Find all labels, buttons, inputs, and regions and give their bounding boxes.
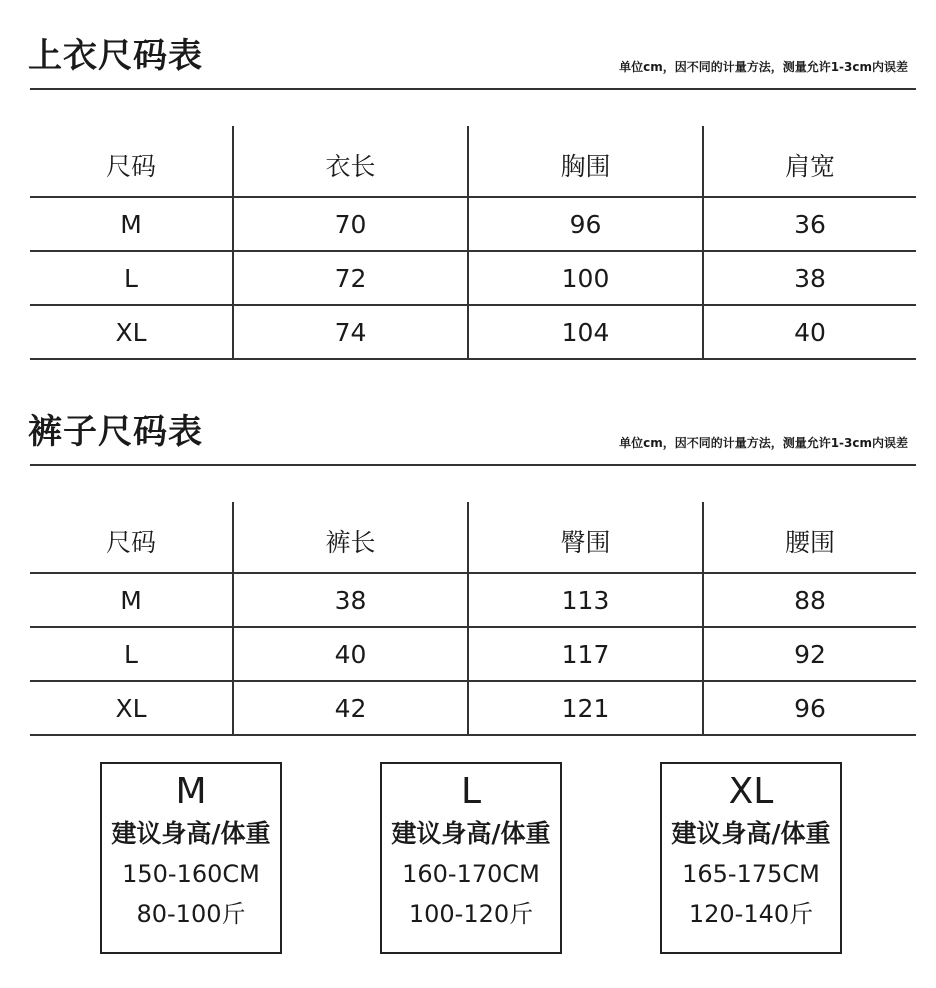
table-header-row — [30, 502, 916, 573]
rec-weight: 100-120斤 — [408, 900, 534, 928]
table-cell: 96 — [703, 681, 916, 735]
rec-height: 160-170CM — [402, 860, 540, 888]
top-chart-note: 单位cm，因不同的计量方法，测量允许1-3cm内误差 — [619, 60, 908, 74]
top-chart-title: 上衣尺码表 — [28, 36, 203, 76]
header-cell: 尺码 — [30, 126, 233, 197]
header-cell: 腰围 — [703, 502, 916, 573]
pants-chart-note: 单位cm，因不同的计量方法，测量允许1-3cm内误差 — [619, 436, 908, 450]
table-cell: L — [30, 627, 233, 681]
table-cell: 113 — [468, 573, 703, 627]
header-cell: 臀围 — [468, 502, 703, 573]
rec-label: 建议身高/体重 — [391, 819, 551, 848]
header-cell: 尺码 — [30, 502, 233, 573]
table-cell: 42 — [233, 681, 468, 735]
table-cell: 40 — [233, 627, 468, 681]
table-row — [30, 681, 916, 735]
table-cell: XL — [30, 305, 233, 359]
table-header-row — [30, 126, 916, 197]
table-row — [30, 197, 916, 251]
table-cell: 121 — [468, 681, 703, 735]
pants-chart-title: 裤子尺码表 — [28, 412, 203, 452]
rec-height: 150-160CM — [122, 860, 260, 888]
header-cell: 肩宽 — [703, 126, 916, 197]
table-cell: 40 — [703, 305, 916, 359]
table-cell: 104 — [468, 305, 703, 359]
table-cell: 38 — [233, 573, 468, 627]
header-cell: 裤长 — [233, 502, 468, 573]
table-cell: M — [30, 197, 233, 251]
table-row — [30, 305, 916, 359]
top-chart-divider — [30, 88, 916, 90]
rec-height: 165-175CM — [682, 860, 820, 888]
table-cell: 38 — [703, 251, 916, 305]
rec-size: XL — [728, 771, 774, 812]
table-cell: 70 — [233, 197, 468, 251]
table-row — [30, 627, 916, 681]
rec-weight: 80-100斤 — [136, 900, 246, 928]
table-cell: L — [30, 251, 233, 305]
table-cell: 117 — [468, 627, 703, 681]
table-cell: XL — [30, 681, 233, 735]
header-cell: 胸围 — [468, 126, 703, 197]
table-cell: 88 — [703, 573, 916, 627]
header-cell: 衣长 — [233, 126, 468, 197]
recommendation-box-m — [100, 762, 282, 954]
table-row — [30, 251, 916, 305]
table-cell: 92 — [703, 627, 916, 681]
pants-size-table — [30, 502, 916, 736]
table-row — [30, 573, 916, 627]
table-cell: 96 — [468, 197, 703, 251]
pants-chart-divider — [30, 464, 916, 466]
rec-weight: 120-140斤 — [688, 900, 814, 928]
table-cell: 36 — [703, 197, 916, 251]
recommendation-box-xl — [660, 762, 842, 954]
table-cell: 72 — [233, 251, 468, 305]
rec-size: L — [460, 771, 482, 812]
table-cell: 74 — [233, 305, 468, 359]
top-size-table — [30, 126, 916, 360]
rec-size: M — [175, 771, 207, 812]
rec-label: 建议身高/体重 — [111, 819, 271, 848]
recommendation-box-l — [380, 762, 562, 954]
rec-label: 建议身高/体重 — [671, 819, 831, 848]
table-cell: M — [30, 573, 233, 627]
table-cell: 100 — [468, 251, 703, 305]
